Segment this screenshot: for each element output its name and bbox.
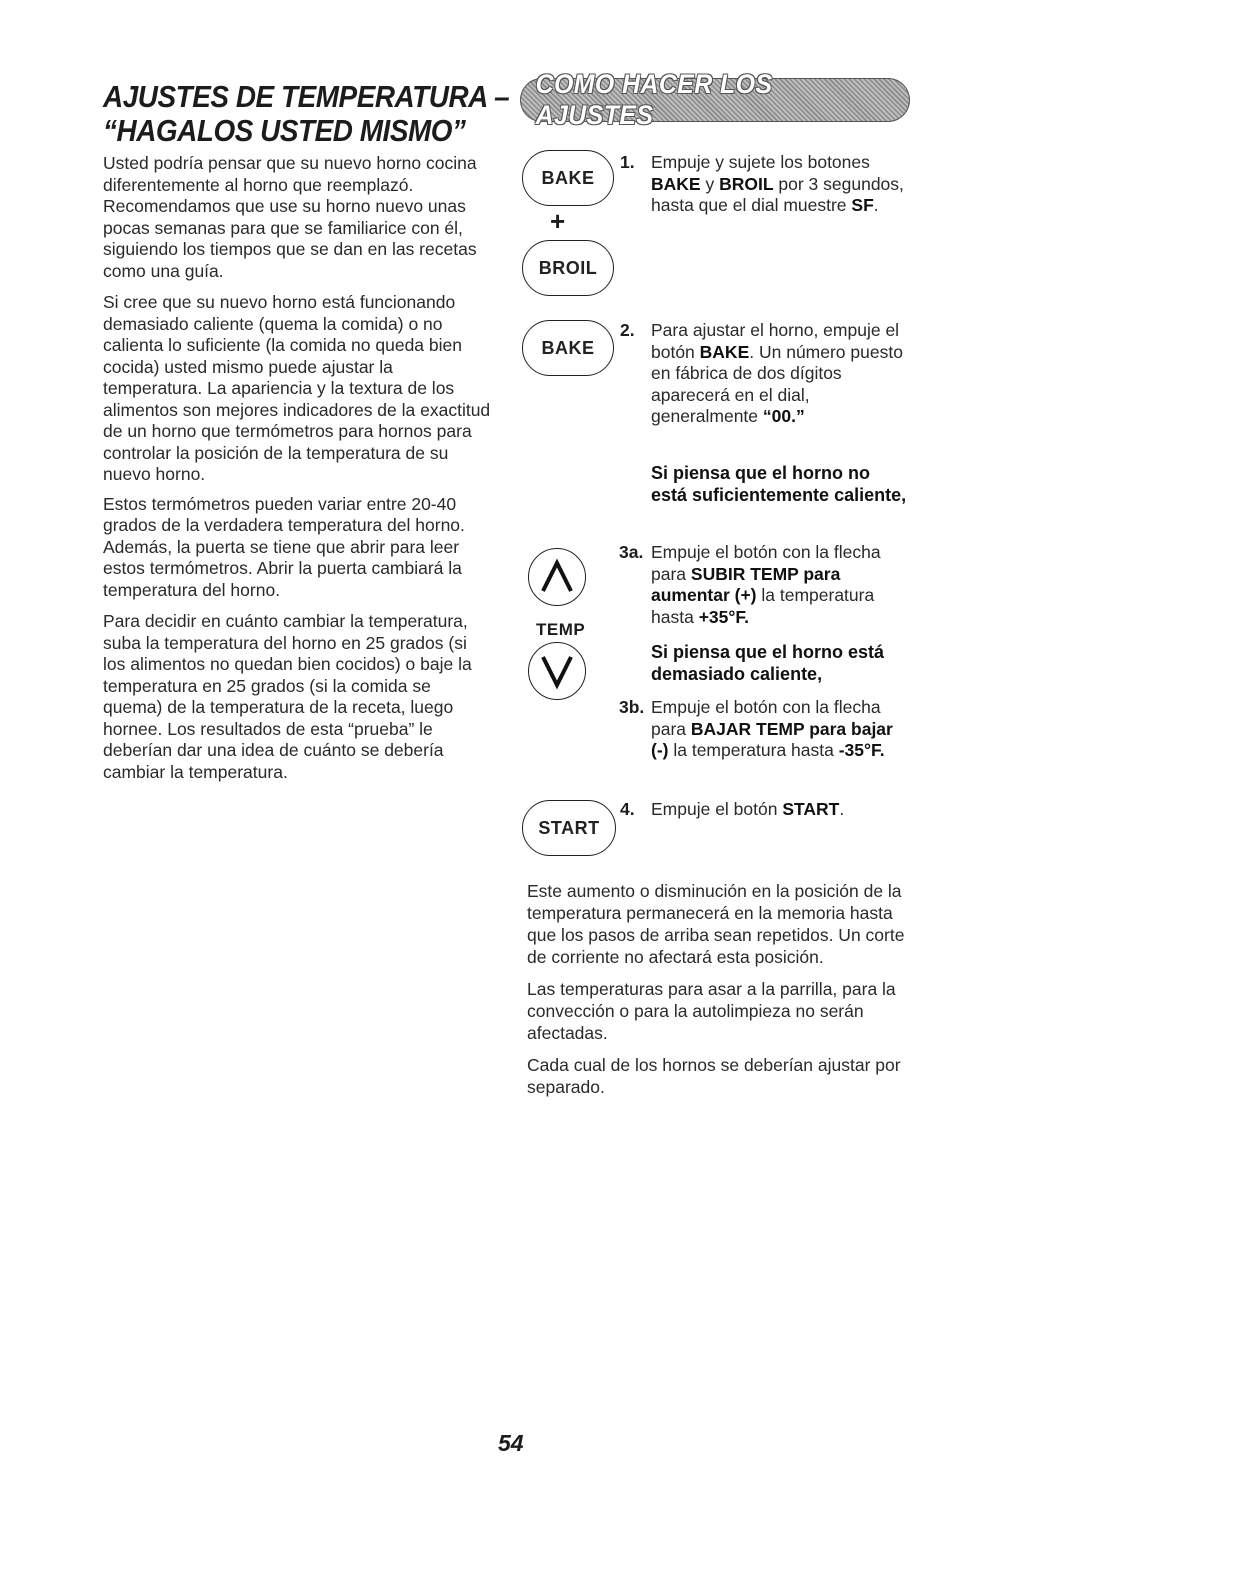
step-1-sf: SF [851, 195, 874, 215]
intro-paragraph-3: Estos termómetros pueden variar entre 20-40 grados de la verdadera temperatura del horno. Además, la puerta se tiene que abrir para leer estos termómetros. Abrir la puerta cambiará la temperatura del horno. [103, 493, 465, 600]
step-3b-value: -35°F. [838, 740, 885, 760]
title-line-1: AJUSTES DE TEMPERATURA – [103, 79, 510, 114]
intro-paragraph-1: Usted podría pensar que su nuevo horno cocina diferentemente al horno que reemplazó. Recomendamos que use su horno nuevo unas pocas semanas para que se familiarice con él, siguiendo los tiempos que se dan en las recetas como una guía. [103, 153, 477, 281]
step-1-number: 1. [620, 152, 635, 172]
arrow-up-icon [529, 549, 585, 605]
step-4-number: 4. [620, 799, 635, 819]
step-3b-number: 3b. [619, 697, 645, 717]
step-4-text-a: Empuje el botón [651, 799, 783, 819]
step-3a-text-a: Empuje el botón con la flecha para [651, 542, 881, 584]
step-3a-bold: SUBIR TEMP para aumentar (+) [651, 563, 841, 605]
step-4-end: . [839, 799, 845, 819]
not-hot-enough-heading: Si piensa que el horno no está suficientemente caliente, [651, 463, 907, 505]
step-1-broil: BROIL [719, 173, 774, 194]
broil-button [522, 240, 614, 296]
temp-up-button [528, 548, 586, 606]
step-1-text-a: Empuje y sujete los botones [651, 152, 870, 172]
title-line-2: “HAGALOS USTED MISMO” [103, 113, 466, 148]
step-3a-text [651, 542, 911, 628]
start-button-label: START [538, 817, 600, 838]
notes-paragraph-3: Cada cual de los hornos se deberían ajustar por separado. [527, 1055, 901, 1097]
broil-button-label: BROIL [538, 257, 598, 278]
step-1-end: . [873, 195, 879, 215]
page-title [103, 79, 510, 148]
step-3a-text-b: la temperatura hasta [651, 585, 875, 627]
notes-text [527, 880, 917, 1108]
bake-button-label: BAKE [541, 167, 595, 188]
step-3b-text-b: la temperatura hasta [668, 740, 839, 760]
notes-paragraph-2: Las temperaturas para asar a la parrilla, para la convección o para la autolimpieza no serán afectadas. [527, 979, 896, 1043]
step-3a-number: 3a. [619, 542, 644, 562]
banner-label: COMO HACER LOS AJUSTES [535, 69, 773, 130]
intro-paragraph-2: Si cree que su nuevo horno está funcionando demasiado caliente (quema la comida) o no calienta lo suficiente (la comida no queda bien cocida) usted mismo puede ajustar la temperatura. La apariencia y la textura de los alimentos son mejores indicadores de la exactitud de un horno que termómetros para hornos para controlar la posición de la temperatura de su nuevo horno. [103, 292, 491, 484]
arrow-down-icon [529, 643, 585, 699]
page-number: 54 [498, 1430, 524, 1456]
temp-label: TEMP [536, 620, 586, 639]
start-button [522, 800, 616, 856]
step-3b-text [651, 697, 896, 762]
step-2-text-b: . Un número puesto en fábrica de dos dígitos aparecerá en el dial, generalmente [651, 341, 903, 426]
temp-down-button [528, 642, 586, 700]
step-1-y: y [700, 173, 720, 194]
section-banner [520, 69, 910, 130]
step-2-text [651, 320, 906, 428]
plus-sign: + [550, 206, 566, 236]
bake-button-step-2 [522, 320, 614, 376]
step-1-bake: BAKE [651, 173, 701, 194]
bake-button-label-2: BAKE [541, 337, 595, 358]
step-3a-value: +35°F. [698, 606, 749, 627]
step-1-text-b: por 3 segundos, hasta que el dial muestre [651, 173, 904, 215]
too-hot-heading: Si piensa que el horno está demasiado caliente, [651, 642, 885, 684]
step-4-text [651, 799, 911, 821]
step-4-start: START [782, 799, 840, 819]
notes-paragraph-1: Este aumento o disminución en la posición de la temperatura permanecerá en la memoria hasta que los pasos de arriba sean repetidos. Un corte de corriente no afectará esta posición. [527, 881, 905, 967]
step-3b-bold: BAJAR TEMP para bajar (-) [651, 718, 893, 760]
step-2-text-a: Para ajustar el horno, empuje el botón [651, 320, 900, 362]
step-3b-text-a: Empuje el botón con la flecha para [651, 697, 881, 739]
step-1-text [651, 152, 921, 217]
bake-button-step-1 [522, 150, 614, 206]
step-2-bake: BAKE [699, 341, 750, 362]
intro-paragraph-4: Para decidir en cuánto cambiar la temperatura, suba la temperatura del horno en 25 grados (si los alimentos no quedan bien cocidos) o baje la temperatura en 25 grados (si la comida se quema) de la temperatura de la receta, luego hornee. Los resultados de esta “prueba” le deberían dar una idea de cuánto se debería cambiar la temperatura. [103, 611, 472, 782]
step-2-number: 2. [620, 320, 635, 340]
step-2-default-value: “00.” [762, 406, 805, 426]
intro-text-column [103, 153, 493, 793]
